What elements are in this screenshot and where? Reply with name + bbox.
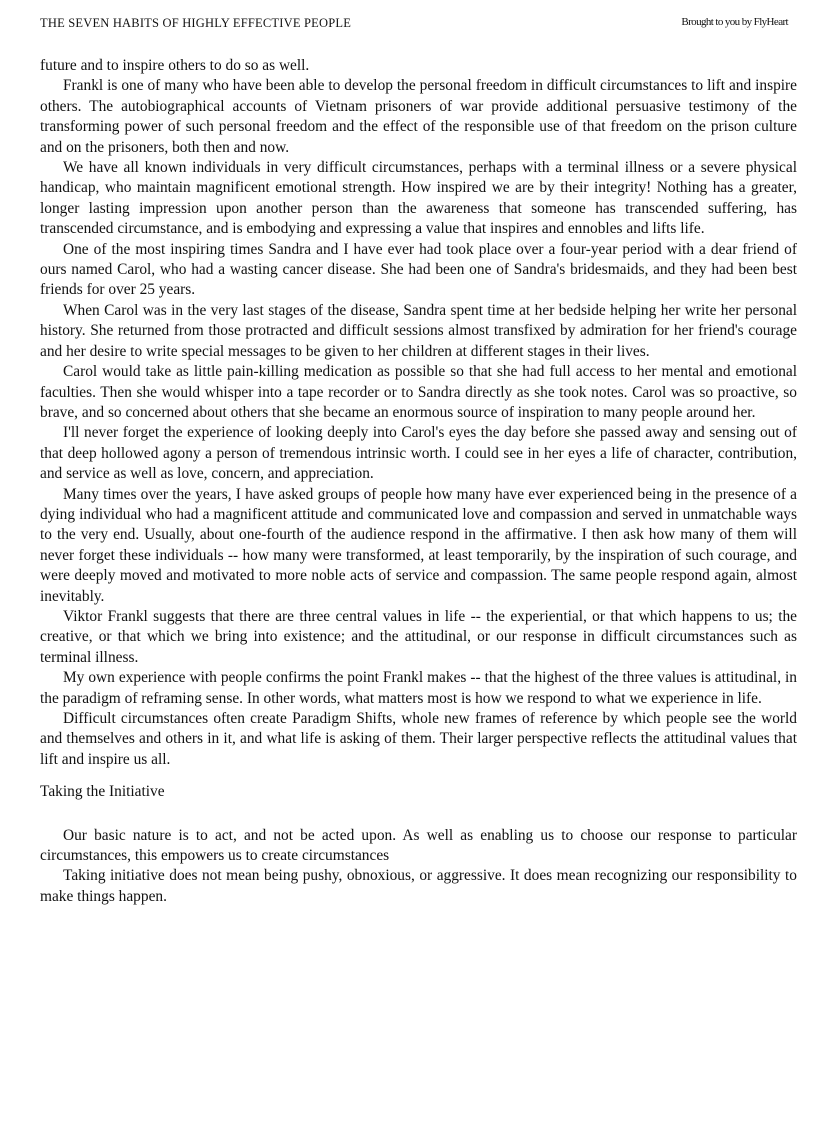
- paragraph: future and to inspire others to do so as well.: [40, 57, 310, 74]
- section-heading: Taking the Initiative: [40, 783, 165, 801]
- paragraph: I'll never forget the experience of looking deeply into Carol's eyes the day before she passed away and sensing out of that deep hollowed agony a person of tremendous intrinsic worth. I could see in her eyes a life of character, contribution, and service as well as love, concern, and appreciation.: [40, 424, 797, 483]
- paragraph: Taking initiative does not mean being pushy, obnoxious, or aggressive. It does mean recognizing our responsibility to make things happen.: [40, 867, 797, 905]
- paragraph: When Carol was in the very last stages of the disease, Sandra spent time at her bedside helping her write her personal history. She returned from those protracted and difficult sessions almost transfixed by admiration for her friend's courage and her desire to write special messages to be given to her children at different stages in their lives.: [40, 301, 797, 360]
- paragraph: Our basic nature is to act, and not be acted upon. As well as enabling us to choose our response to particular circumstances, this empowers us to create circumstances: [40, 826, 797, 865]
- paragraph: One of the most inspiring times Sandra and I have ever had took place over a four-year period with a dear friend of ours named Carol, who had a wasting cancer disease. She had been one of Sandra's bridesmaids, and they had been best friends for over 25 years.: [40, 240, 797, 299]
- paragraph: Many times over the years, I have asked groups of people how many have ever experienced being in the presence of a dying individual who had a magnificent attitude and communicated love and compassion and served in unmatchable ways to the very end. Usually, about one-fourth of the audience respond in the affirmative. I then ask how many of them will never forget these individuals -- how many were transformed, at least temporarily, by the inspiration of such courage, and were deeply moved and motivated to more noble acts of service and compassion. The same people respond again, almost inevitably.: [40, 485, 797, 605]
- page-body: [40, 56, 797, 907]
- header-credit: Brought to you by FlyHeart: [681, 16, 788, 28]
- paragraph: My own experience with people confirms the point Frankl makes -- that the highest of the three values is attitudinal, in the paradigm of reframing sense. In other words, what matters most is how we respond to what we experience in life.: [40, 669, 797, 707]
- paragraph: We have all known individuals in very difficult circumstances, perhaps with a terminal illness or a severe physical handicap, who maintain magnificent emotional strength. How inspired we are by their integrity! Nothing has a greater, longer lasting impression upon another person than the awareness that someone has transcended suffering, has transcended circumstance, and is embodying and expressing a value that inspires and ennobles and lifts life.: [40, 159, 797, 238]
- paragraph: Carol would take as little pain-killing medication as possible so that she had full access to her mental and emotional faculties. Then she would whisper into a tape recorder or to Sandra directly as she took notes. Carol was so proactive, so brave, and so concerned about others that she became an enormous source of inspiration to many people around her.: [40, 363, 797, 421]
- page-header: [40, 16, 788, 36]
- paragraph: Difficult circumstances often create Paradigm Shifts, whole new frames of reference by which people see the world and themselves and others in it, and what life is asking of them. Their larger perspective reflects the attitudinal values that lift and inspire us all.: [40, 710, 797, 768]
- book-title: THE SEVEN HABITS OF HIGHLY EFFECTIVE PEOPLE: [40, 16, 352, 30]
- paragraph: Viktor Frankl suggests that there are three central values in life -- the experiential, or that which happens to us; the creative, or that which we bring into existence; and the attitudinal, or our response in difficult circumstances such as terminal illness.: [40, 607, 797, 666]
- paragraph: Frankl is one of many who have been able to develop the personal freedom in difficult circumstances to lift and inspire others. The autobiographical accounts of Vietnam prisoners of war provide additional persuasive testimony of the transforming power of such personal freedom and the effect of the responsible use of that freedom on the prison culture and on the prisoners, both then and now.: [40, 77, 797, 156]
